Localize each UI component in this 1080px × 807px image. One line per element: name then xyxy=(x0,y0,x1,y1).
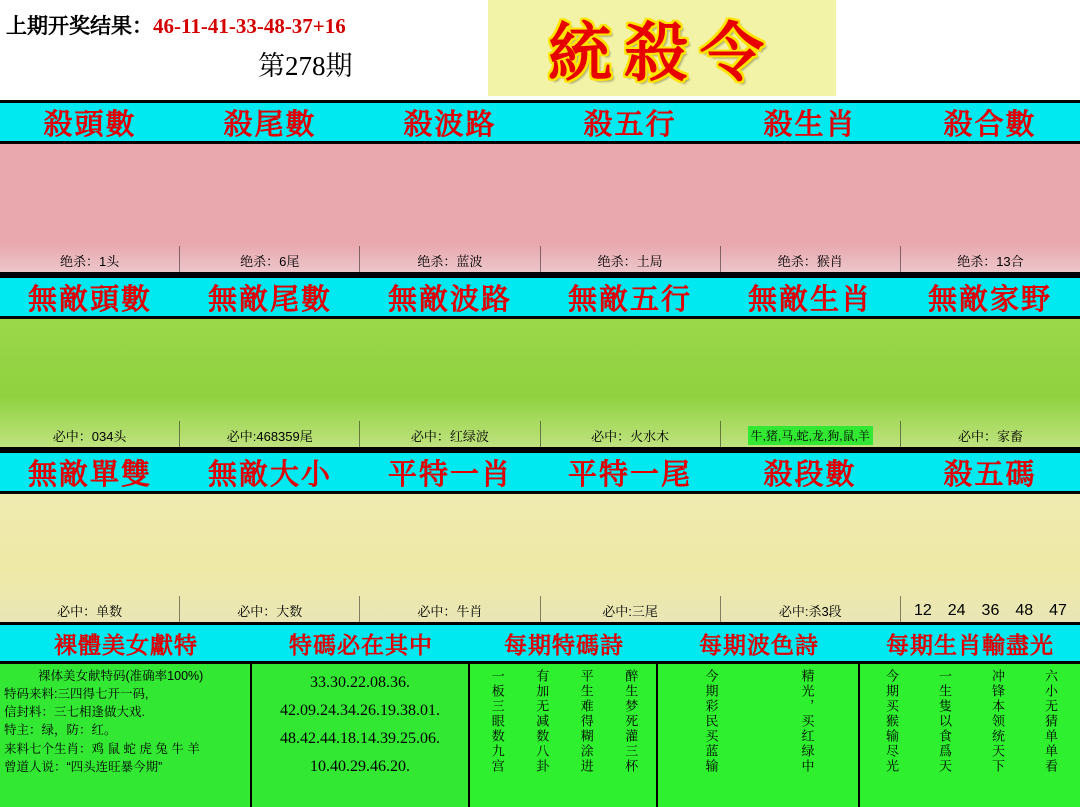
five-code-list xyxy=(914,602,1067,620)
section2-title-row xyxy=(0,275,1080,319)
section3-title-row xyxy=(0,450,1080,494)
special-numbers-panel xyxy=(252,664,470,807)
special-numbers-line-3: 48.42.44.18.14.39.25.06. xyxy=(280,730,440,747)
value-kill-tail: 绝杀：6尾 xyxy=(180,246,360,272)
naked-line-5: 来料七个生肖：鸡 鼠 蛇 虎 兔 牛 羊 xyxy=(4,741,200,756)
special-numbers-line-1: 33.30.22.08.36. xyxy=(310,674,410,691)
value-wudi-wave: 必中：红绿波 xyxy=(360,421,540,447)
section1-body xyxy=(0,144,1080,275)
value-kill-element: 绝杀：土局 xyxy=(541,246,721,272)
special-poem-line-4: 一板三眼数九宫 xyxy=(489,669,505,774)
special-poem xyxy=(474,667,652,806)
previous-result-label: 上期开奖结果： xyxy=(6,15,153,38)
title-kill-zodiac[interactable]: 殺生肖 xyxy=(763,108,857,141)
value-kill-sum: 绝杀：13合 xyxy=(957,254,1024,269)
naked-line-3: 信封料：三七相逢做大戏. xyxy=(4,705,145,720)
section2-values xyxy=(0,421,1080,447)
naked-line-4: 特主：绿，防：红。 xyxy=(4,723,117,738)
title-wudi-tail[interactable]: 無敵尾數 xyxy=(207,283,332,316)
color-poem xyxy=(662,667,854,806)
title-kill-section[interactable]: 殺段數 xyxy=(763,458,857,491)
title-special-must-in[interactable]: 特碼必在其中 xyxy=(289,632,433,658)
special-numbers-line-2: 42.09.24.34.26.19.38.01. xyxy=(280,702,440,719)
value-wudi-tail: 必中:468359尾 xyxy=(180,421,360,447)
five-code-4: 48 xyxy=(1015,602,1034,619)
title-wudi-head[interactable]: 無敵頭數 xyxy=(27,283,152,316)
special-poem-line-1: 醉生梦死灌三杯 xyxy=(623,669,639,774)
naked-beauty-text xyxy=(4,667,246,776)
issue-number: 第278期 xyxy=(258,51,353,81)
title-zodiac-poem[interactable]: 每期生肖輸盡光 xyxy=(886,632,1054,658)
value-wudi-element: 必中：火水木 xyxy=(541,421,721,447)
title-ping-te-zodiac[interactable]: 平特一肖 xyxy=(387,458,512,491)
title-wudi-element[interactable]: 無敵五行 xyxy=(567,283,692,316)
naked-line-2: 特码来料:三四得七开一码, xyxy=(4,687,149,702)
zodiac-poem-line-1: 六小无猜单单看 xyxy=(1042,669,1058,774)
value-wudi-zodiac xyxy=(721,421,901,447)
previous-result-numbers: 46-11-41-33-48-37+16 xyxy=(153,14,346,38)
value-kill-section: 必中:杀3段 xyxy=(721,596,901,622)
five-code-3: 36 xyxy=(981,602,1000,619)
value-wudi-zodiac-text: 牛,猪,马,蛇,龙,狗,鼠,羊 xyxy=(748,426,873,445)
special-poem-line-2: 平生难得糊涂进 xyxy=(578,669,594,774)
value-wudi-domestic-wild: 必中：家畜 xyxy=(957,429,1023,444)
title-wudi-oddeven[interactable]: 無敵單雙 xyxy=(27,458,152,491)
logo-text: 統殺令 xyxy=(548,18,776,89)
color-poem-line-2: 今期彩民买蓝输 xyxy=(703,669,719,774)
value-ping-te-zodiac: 必中：牛肖 xyxy=(360,596,540,622)
title-kill-tail[interactable]: 殺尾數 xyxy=(223,108,317,141)
value-kill-head: 绝杀：1头 xyxy=(0,246,180,272)
naked-beauty-panel xyxy=(0,664,252,807)
value-ping-te-tail: 必中:三尾 xyxy=(541,596,721,622)
title-kill-element[interactable]: 殺五行 xyxy=(583,108,677,141)
color-poem-panel xyxy=(658,664,860,807)
bottom-body xyxy=(0,664,1080,807)
value-wudi-bigsmall: 必中：大数 xyxy=(180,596,360,622)
zodiac-poem-line-4: 今期买猴输尽光 xyxy=(883,669,899,774)
logo-banner xyxy=(488,0,836,96)
title-wudi-bigsmall[interactable]: 無敵大小 xyxy=(207,458,332,491)
naked-line-1: 裸体美女献特码(准确率100%) xyxy=(38,669,204,683)
section3-values xyxy=(0,596,1080,622)
title-color-poem[interactable]: 每期波色詩 xyxy=(699,632,819,658)
value-wudi-head: 必中：034头 xyxy=(0,421,180,447)
special-numbers-line-4: 10.40.29.46.20. xyxy=(310,758,410,775)
title-kill-sum[interactable]: 殺合數 xyxy=(943,108,1037,141)
title-naked-beauty[interactable]: 裸體美女獻特 xyxy=(54,632,198,658)
value-kill-five-codes xyxy=(901,596,1080,622)
title-wudi-zodiac[interactable]: 無敵生肖 xyxy=(747,283,872,316)
title-kill-head[interactable]: 殺頭數 xyxy=(43,108,137,141)
title-special-poem[interactable]: 每期特碼詩 xyxy=(504,632,624,658)
title-ping-te-tail[interactable]: 平特一尾 xyxy=(567,458,692,491)
zodiac-poem-line-3: 一生隻以食爲天 xyxy=(936,669,952,774)
previous-result xyxy=(6,10,346,40)
title-wudi-wave[interactable]: 無敵波路 xyxy=(387,283,512,316)
section2-body xyxy=(0,319,1080,450)
section1-title-row xyxy=(0,100,1080,144)
zodiac-poem-line-2: 冲锋本领统天下 xyxy=(989,669,1005,774)
value-wudi-oddeven: 必中：单数 xyxy=(0,596,180,622)
header xyxy=(0,0,1080,100)
five-code-5: 47 xyxy=(1049,602,1067,619)
title-kill-five-codes[interactable]: 殺五碼 xyxy=(943,458,1037,491)
section3-body xyxy=(0,494,1080,625)
special-poem-line-3: 有加无减数八卦 xyxy=(534,669,550,774)
five-code-2: 24 xyxy=(947,602,966,619)
zodiac-poem xyxy=(864,667,1076,806)
zodiac-poem-panel xyxy=(860,664,1080,807)
value-kill-wave: 绝杀：蓝波 xyxy=(360,246,540,272)
bottom-title-row xyxy=(0,625,1080,664)
naked-line-6: 曾道人说：“四头连旺暴今期” xyxy=(4,759,163,774)
five-code-1: 12 xyxy=(913,602,932,619)
special-poem-panel xyxy=(470,664,658,807)
special-numbers-list xyxy=(256,667,464,781)
section1-values xyxy=(0,246,1080,272)
title-wudi-domestic-wild[interactable]: 無敵家野 xyxy=(927,283,1052,316)
title-kill-wave[interactable]: 殺波路 xyxy=(403,108,497,141)
value-kill-zodiac: 绝杀：猴肖 xyxy=(721,246,901,272)
color-poem-line-1: 精光，买红绿中 xyxy=(799,669,815,774)
